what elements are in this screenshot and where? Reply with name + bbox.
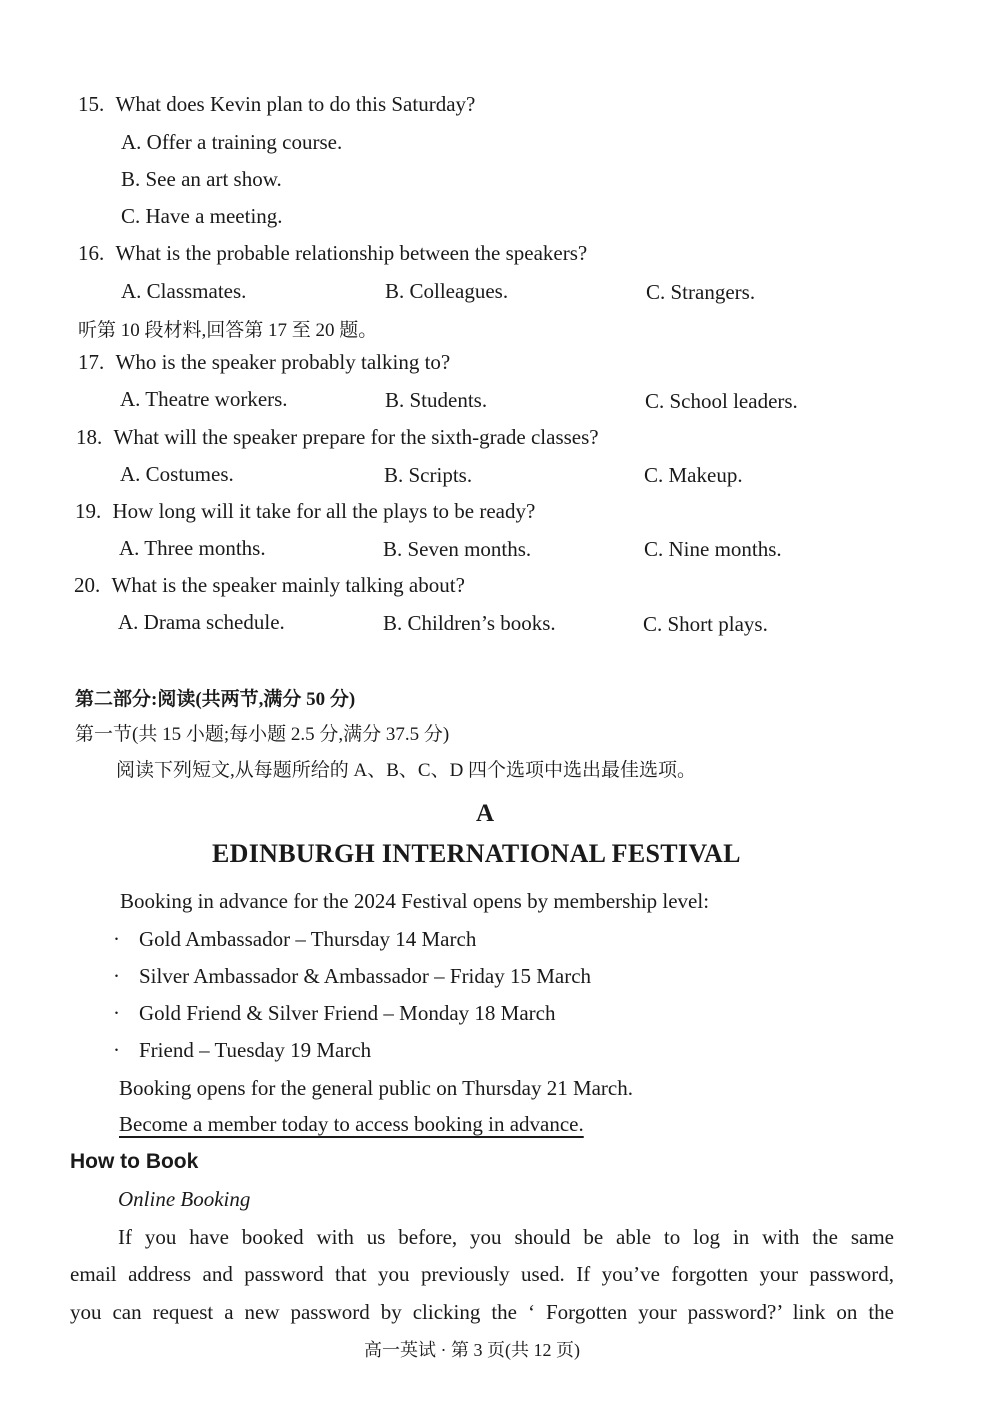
- general-public-booking: Booking opens for the general public on Thursday 21 March.: [119, 1076, 633, 1100]
- option-b: B. Students.: [385, 388, 488, 412]
- section1-title: 第一节(共 15 小题;每小题 2.5 分,满分 37.5 分): [75, 724, 450, 745]
- how-to-book-heading: How to Book: [70, 1150, 199, 1173]
- question-number: 15.: [78, 92, 105, 116]
- option-b: B. Scripts.: [384, 463, 473, 487]
- bullet-item: [113, 1038, 371, 1063]
- question-number: 18.: [76, 425, 103, 449]
- question-15: [78, 92, 475, 117]
- passage-intro: Booking in advance for the 2024 Festival opens by membership level:: [120, 889, 710, 913]
- question-number: 17.: [78, 350, 105, 374]
- question-16: [78, 241, 587, 266]
- membership-link[interactable]: Become a member today to access booking in advance.: [119, 1112, 584, 1136]
- question-18: [76, 425, 599, 450]
- question-text: What does Kevin plan to do this Saturday?: [115, 92, 476, 116]
- paragraph-line-3: you can request a new password by clicking the ‘ Forgotten your password?’ link on the: [70, 1300, 894, 1324]
- question-text: What is the probable relationship between the speakers?: [115, 241, 588, 265]
- option-b: B. Colleagues.: [385, 279, 509, 303]
- question-text: How long will it take for all the plays to be ready?: [112, 499, 536, 523]
- option-c: C. School leaders.: [645, 389, 798, 413]
- online-booking-subheading: Online Booking: [118, 1187, 251, 1211]
- question-number: 16.: [78, 241, 105, 265]
- option-b: B. Children’s books.: [383, 611, 556, 635]
- question-number: 20.: [74, 573, 101, 597]
- bullet-item: [113, 964, 591, 989]
- bullet-dot: ·: [113, 927, 120, 951]
- bullet-dot: ·: [113, 964, 120, 988]
- option-b: B. Seven months.: [383, 537, 532, 561]
- option-a: A. Theatre workers.: [120, 387, 288, 411]
- paragraph-line-2: email address and password that you previously used. If you’ve forgotten your password,: [70, 1262, 894, 1286]
- option-c: C. Have a meeting.: [121, 204, 283, 228]
- question-19: [75, 499, 535, 524]
- bullet-text: Gold Ambassador – Thursday 14 March: [139, 927, 477, 951]
- question-17: [78, 350, 450, 375]
- bullet-text: Friend – Tuesday 19 March: [139, 1038, 372, 1062]
- option-c: C. Strangers.: [646, 280, 756, 304]
- bullet-text: Gold Friend & Silver Friend – Monday 18 March: [139, 1001, 556, 1025]
- question-20: [74, 573, 465, 598]
- passage-title: EDINBURGH INTERNATIONAL FESTIVAL: [212, 839, 741, 868]
- question-text: Who is the speaker probably talking to?: [115, 350, 451, 374]
- option-a: A. Three months.: [119, 536, 266, 560]
- reading-instruction: 阅读下列短文,从每题所给的 A、B、C、D 四个选项中选出最佳选项。: [116, 760, 697, 781]
- page-footer: 高一英试 · 第 3 页(共 12 页): [364, 1340, 580, 1360]
- paragraph-line-1: If you have booked with us before, you should be able to log in with the same: [118, 1225, 894, 1249]
- passage-letter: A: [476, 800, 495, 827]
- option-c: C. Nine months.: [644, 537, 782, 561]
- option-c: C. Makeup.: [644, 463, 743, 487]
- option-a: A. Classmates.: [121, 279, 247, 303]
- bullet-text: Silver Ambassador & Ambassador – Friday 15 March: [139, 964, 592, 988]
- option-a: A. Drama schedule.: [118, 610, 285, 634]
- question-text: What will the speaker prepare for the sixth-grade classes?: [113, 425, 599, 449]
- question-number: 19.: [75, 499, 102, 523]
- bullet-item: [113, 927, 476, 952]
- option-a: A. Costumes.: [120, 462, 234, 486]
- option-b: B. See an art show.: [121, 167, 282, 191]
- option-c: C. Short plays.: [643, 612, 768, 636]
- bullet-dot: ·: [113, 1001, 120, 1025]
- option-a: A. Offer a training course.: [121, 130, 343, 154]
- listening-instruction: 听第 10 段材料,回答第 17 至 20 题。: [78, 320, 378, 341]
- bullet-item: [113, 1001, 555, 1026]
- question-text: What is the speaker mainly talking about?: [111, 573, 465, 597]
- part2-title: 第二部分:阅读(共两节,满分 50 分): [75, 689, 356, 710]
- bullet-dot: ·: [113, 1038, 120, 1062]
